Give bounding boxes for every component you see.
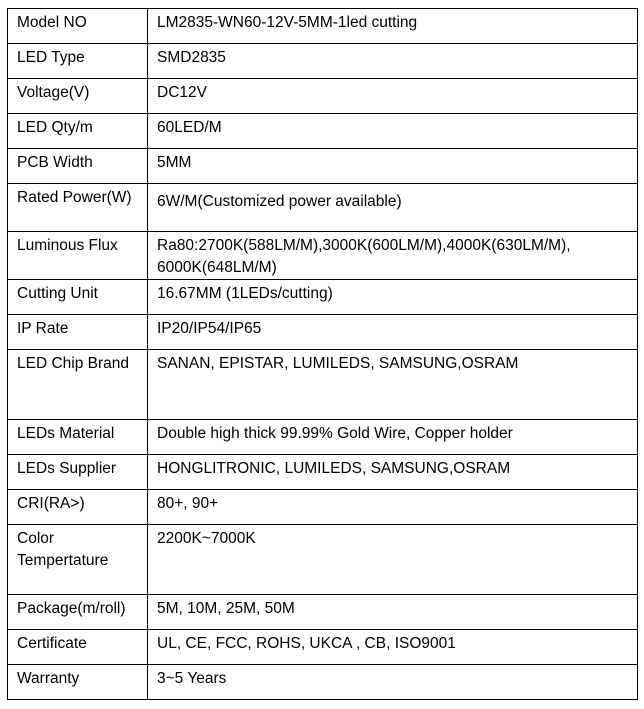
table-row: [8, 114, 638, 149]
table-row: [8, 420, 638, 455]
row-value: 60LED/M: [148, 114, 638, 149]
table-row: [8, 184, 638, 232]
table-row: [8, 149, 638, 184]
row-value: 5M, 10M, 25M, 50M: [148, 595, 638, 630]
row-value: 3~5 Years: [148, 665, 638, 700]
row-label: LEDs Supplier: [8, 455, 148, 490]
spec-table: [7, 8, 638, 700]
row-label: LEDs Material: [8, 420, 148, 455]
row-label: LED Qty/m: [8, 114, 148, 149]
row-label: Package(m/roll): [8, 595, 148, 630]
row-label: IP Rate: [8, 315, 148, 350]
table-row: [8, 455, 638, 490]
row-value: 80+, 90+: [148, 490, 638, 525]
table-row: [8, 232, 638, 280]
row-label: CRI(RA>): [8, 490, 148, 525]
row-value: DC12V: [148, 79, 638, 114]
row-value: UL, CE, FCC, ROHS, UKCA , CB, ISO9001: [148, 630, 638, 665]
table-row: [8, 9, 638, 44]
row-label: Warranty: [8, 665, 148, 700]
row-label: LED Chip Brand: [8, 350, 148, 420]
row-label: Color Tempertature: [8, 525, 148, 595]
table-row: [8, 44, 638, 79]
table-row: [8, 525, 638, 595]
table-row: [8, 490, 638, 525]
row-value: 2200K~7000K: [148, 525, 638, 595]
row-value: SMD2835: [148, 44, 638, 79]
row-value: HONGLITRONIC, LUMILEDS, SAMSUNG,OSRAM: [148, 455, 638, 490]
row-label: PCB Width: [8, 149, 148, 184]
row-value: SANAN, EPISTAR, LUMILEDS, SAMSUNG,OSRAM: [148, 350, 638, 420]
table-row: [8, 280, 638, 315]
row-value: 5MM: [148, 149, 638, 184]
table-row: [8, 315, 638, 350]
row-label: Voltage(V): [8, 79, 148, 114]
row-label: Rated Power(W): [8, 184, 148, 232]
table-row: [8, 630, 638, 665]
table-row: [8, 350, 638, 420]
row-value: IP20/IP54/IP65: [148, 315, 638, 350]
row-value: 6W/M(Customized power available): [148, 184, 638, 232]
row-label: Cutting Unit: [8, 280, 148, 315]
row-value: 16.67MM (1LEDs/cutting): [148, 280, 638, 315]
row-label: LED Type: [8, 44, 148, 79]
row-value: LM2835-WN60-12V-5MM-1led cutting: [148, 9, 638, 44]
row-label: Luminous Flux: [8, 232, 148, 280]
row-label: Certificate: [8, 630, 148, 665]
row-value: Double high thick 99.99% Gold Wire, Copper holder: [148, 420, 638, 455]
table-row: [8, 595, 638, 630]
row-label: Model NO: [8, 9, 148, 44]
row-value: Ra80:2700K(588LM/M),3000K(600LM/M),4000K(630LM/M), 6000K(648LM/M): [148, 232, 638, 280]
table-row: [8, 665, 638, 700]
table-row: [8, 79, 638, 114]
